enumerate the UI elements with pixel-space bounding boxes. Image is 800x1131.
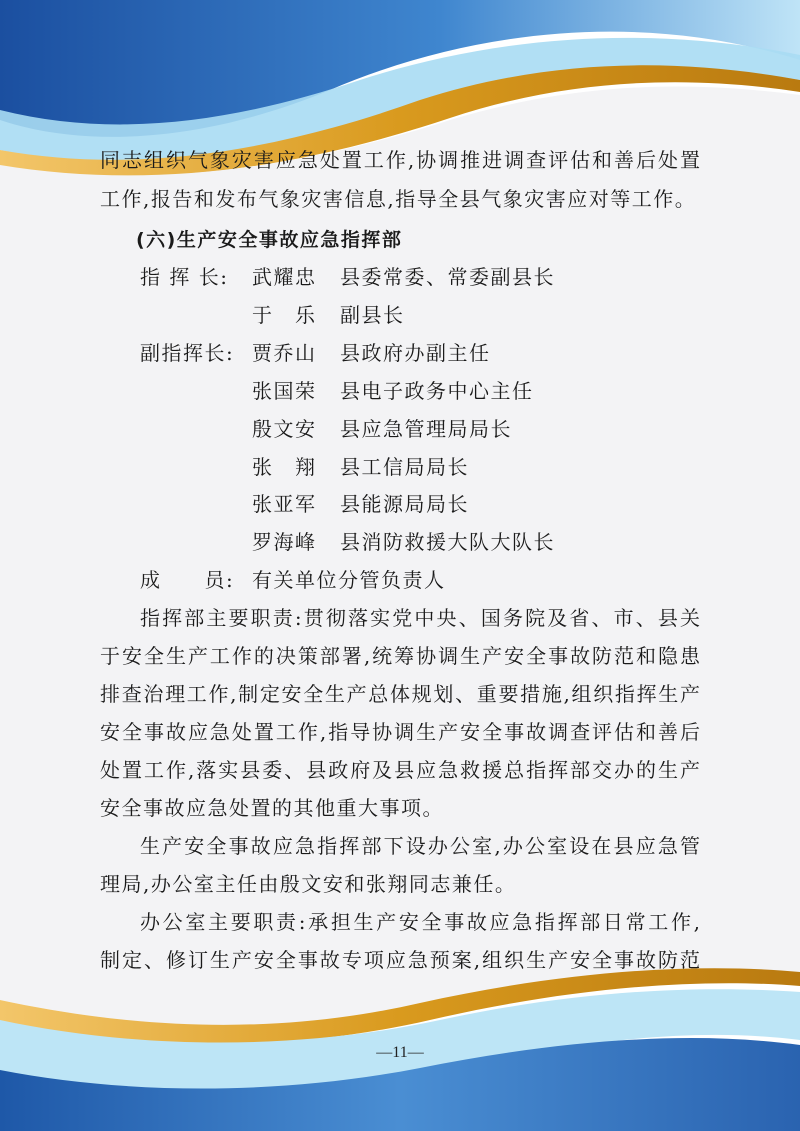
page-number: —11—	[376, 1044, 424, 1061]
paragraph-line: 工作,报告和发布气象灾害信息,指导全县气象灾害应对等工作。	[100, 187, 697, 211]
duties-line: 安全事故应急处置工作,指导协调生产安全事故调查评估和善后	[100, 720, 700, 744]
duties-line: 排查治理工作,制定安全生产总体规划、重要措施,组织指挥生产	[100, 682, 700, 706]
member-title: 县应急管理局局长	[340, 417, 512, 441]
duties-line: 指挥部主要职责:贯彻落实党中央、国务院及省、市、县关	[140, 606, 700, 630]
member-name: 张国荣	[252, 379, 317, 403]
member-name: 张亚军	[252, 492, 317, 516]
duties-line: 安全事故应急处置的其他重大事项。	[100, 796, 444, 820]
member-name: 殷文安	[252, 417, 317, 441]
duties-line: 于安全生产工作的决策部署,统筹协调生产安全事故防范和隐患	[100, 644, 700, 668]
member-title: 县电子政务中心主任	[340, 379, 534, 403]
member-name: 贾乔山	[252, 341, 317, 365]
duties-line: 处置工作,落实县委、县政府及县应急救援总指挥部交办的生产	[100, 758, 700, 782]
member-name: 于 乐	[252, 303, 317, 327]
member-name: 武耀忠	[252, 265, 317, 289]
office-line: 理局,办公室主任由殷文安和张翔同志兼任。	[100, 872, 517, 896]
member-name: 罗海峰	[252, 530, 317, 554]
members-value: 有关单位分管负责人	[252, 568, 446, 592]
members-label: 成 员:	[140, 568, 235, 592]
office-line: 生产安全事故应急指挥部下设办公室,办公室设在县应急管	[140, 834, 700, 858]
member-title: 副县长	[340, 303, 405, 327]
member-title: 县工信局局长	[340, 455, 469, 479]
paragraph-line: 同志组织气象灾害应急处置工作,协调推进调查评估和善后处置	[100, 148, 700, 172]
section-heading: (六)生产安全事故应急指挥部	[136, 229, 403, 251]
member-name: 张 翔	[252, 455, 317, 479]
member-title: 县能源局局长	[340, 492, 469, 516]
deputy-label: 副指挥长:	[140, 341, 235, 365]
office-duties-line: 制定、修订生产安全事故专项应急预案,组织生产安全事故防范	[100, 948, 700, 972]
member-title: 县委常委、常委副县长	[340, 265, 555, 289]
office-duties-line: 办公室主要职责:承担生产安全事故应急指挥部日常工作,	[140, 910, 700, 934]
member-title: 县政府办副主任	[340, 341, 491, 365]
commander-label: 指 挥 长:	[140, 265, 229, 289]
member-title: 县消防救援大队大队长	[340, 530, 555, 554]
